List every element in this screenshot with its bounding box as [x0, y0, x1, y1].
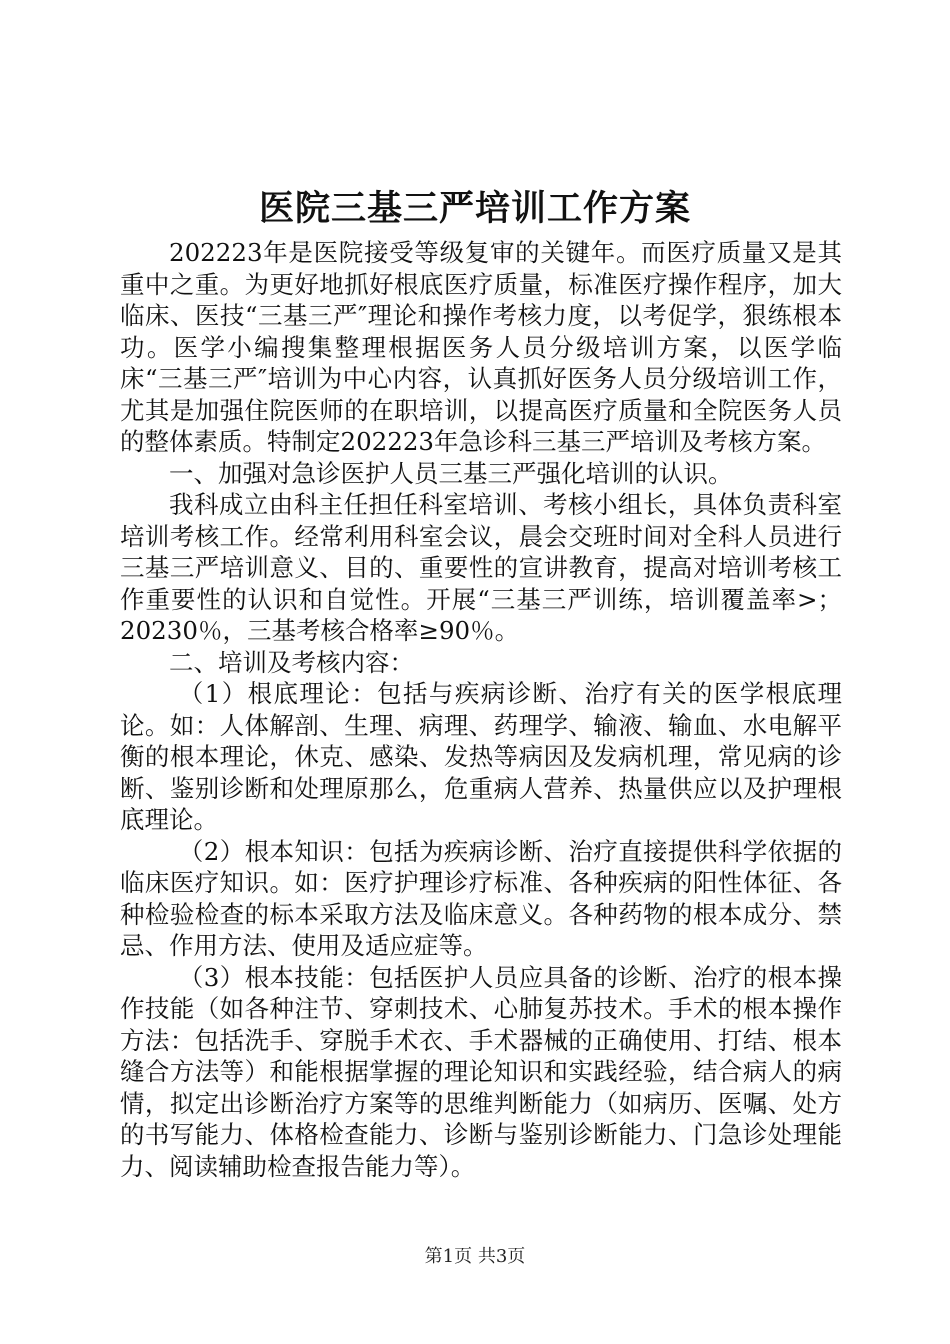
section-heading-1: 一、加强对急诊医护人员三基三严强化培训的认识。 [169, 458, 733, 488]
section-heading-2: 二、培训及考核内容： [169, 647, 414, 677]
intro-paragraph: 202223年是医院接受等级复审的关键年。而医疗质量又是其重中之重。为更好地抓好根底医疗质量，标准医疗操作程序，加大临床、医技“三基三严″理论和操作考核力度，以考促学，狠练根本功。医学小编搜集整理根据医务人员分级培训方案，以医学临床“三基三严″培训为中心内容，认真抓好医务人员分级培训工作，尤其是加强住院医师的在职培训，以提高医疗质量和全院医务人员的整体素质。特制定202223年急诊科三基三严培训及考核方案。 [120, 238, 842, 456]
item-basic-skills: （3）根本技能：包括医护人员应具备的诊断、治疗的根本操作技能（如各种注节、穿刺技术、心肺复苏技术。手术的根本操作方法：包括洗手、穿脱手术衣、手术器械的正确使用、打结、根本缝合方法等）和能根据掌握的理论知识和实践经验，结合病人的病情，拟定出诊断治疗方案等的思维判断能力（如病历、医嘱、处方的书写能力、体格检查能力、诊断与鉴别诊断能力、门急诊处理能力、阅读辅助检查报告能力等）。 [120, 962, 842, 1181]
document-body [120, 237, 842, 1182]
document-title: 医院三基三严培训工作方案 [258, 188, 691, 229]
item-basic-knowledge: （2）根本知识：包括为疾病诊断、治疗直接提供科学依据的临床医疗知识。如：医疗护理诊疗标准、各种疾病的阳性体征、各种检验检查的标本采取方法及临床意义。各种药物的根本成分、禁忌、作用方法、使用及适应症等。 [120, 836, 842, 960]
item-basic-theory: （1）根底理论：包括与疾病诊断、治疗有关的医学根底理论。如：人体解剖、生理、病理、药理学、输液、输血、水电解平衡的根本理论，休克、感染、发热等病因及发病机理，常见病的诊断、鉴别诊断和处理原那么，危重病人营养、热量供应以及护理根底理论。 [120, 679, 842, 834]
section-1-paragraph: 我科成立由科主任担任科室培训、考核小组长，具体负责科室培训考核工作。经常利用科室会议，晨会交班时间对全科人员进行三基三严培训意义、目的、重要性的宣讲教育，提高对培训考核工作重要性的认识和自觉性。开展“三基三严训练，培训覆盖率>；20230％，三基考核合格率≥90％。 [120, 490, 842, 645]
page-number-footer: 第1页 共3页 [424, 1246, 526, 1267]
